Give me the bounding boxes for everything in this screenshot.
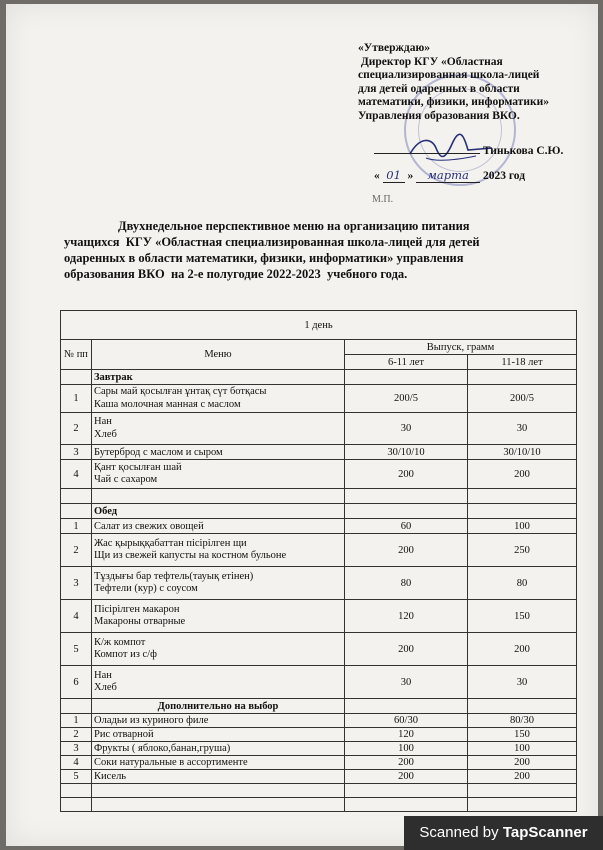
table-row: 2 Рис отварной 120 150 xyxy=(61,728,577,742)
approval-line: «Утверждаю» xyxy=(358,42,430,54)
table-row: 6 Нан Хлеб 30 30 xyxy=(61,666,577,699)
title-line: учащихся КГУ «Областная специализированная школа-лицей для детей xyxy=(64,235,480,249)
title-line: образования ВКО на 2-е полугодие 2022-2023 учебного года. xyxy=(64,267,408,281)
menu-table xyxy=(60,310,577,812)
signature-line xyxy=(374,145,563,157)
title-line: Двухнедельное перспективное меню на организацию питания xyxy=(118,219,470,233)
date-year: 2023 год xyxy=(483,170,526,182)
section-title: Обед xyxy=(92,504,345,519)
approval-line: Управления образования ВКО. xyxy=(358,109,520,122)
scanner-brand: TapScanner xyxy=(502,824,588,841)
table-row: 3 Бутерброд с маслом и сыром 30/10/10 30/10/10 xyxy=(61,445,577,460)
table-row: 3 Фрукты ( яблоко,банан,груша) 100 100 xyxy=(61,742,577,756)
section-title: Завтрак xyxy=(92,370,345,385)
stamp-place-label: М.П. xyxy=(372,194,394,205)
approval-line: математики, физики, информатики» xyxy=(358,96,549,108)
approval-block xyxy=(358,42,588,123)
table-row: 5 Кисель 200 200 xyxy=(61,770,577,784)
table-row: 5 К/ж компот Компот из с/ф 200 200 xyxy=(61,633,577,666)
age-header-6-11: 6-11 лет xyxy=(345,355,468,370)
director-name: Тинькова С.Ю. xyxy=(482,145,564,157)
approval-line: специализированная школа-лицей xyxy=(358,69,540,81)
date-month: марта xyxy=(416,168,480,183)
section-title: Дополнительно на выбор xyxy=(92,699,345,714)
approval-line: Директор КГУ «Областная xyxy=(358,55,503,68)
date-day: 01 xyxy=(383,168,405,183)
document-title xyxy=(64,218,584,282)
table-row: 3 Тұздығы бар тефтель(тауық етінен) Тефтели (кур) с соусом 80 80 xyxy=(61,567,577,600)
title-line: одаренных в области математики, физики, информатики» управления xyxy=(64,251,464,265)
output-header: Выпуск, грамм xyxy=(345,340,577,355)
table-row: 1 Оладьи из куриного филе 60/30 80/30 xyxy=(61,714,577,728)
menu-header: Меню xyxy=(92,340,345,370)
age-header-11-18: 11-18 лет xyxy=(468,355,577,370)
table-row: 1 Сары май қосылған ұнтақ сүт ботқасы Каша молочная манная с маслом 200/5 200/5 xyxy=(61,385,577,413)
document-page xyxy=(6,4,598,846)
table-row: 2 Жас қырыққабаттан пісірілген щи Щи из свежей капусты на костном бульоне 200 250 xyxy=(61,534,577,567)
table-row: 2 Нан Хлеб 30 30 xyxy=(61,413,577,445)
approval-line: для детей одаренных в области xyxy=(358,82,520,95)
scanner-watermark: Scanned by TapScanner xyxy=(404,816,603,850)
day-header: 1 день xyxy=(61,311,577,340)
num-header: № пп xyxy=(61,340,92,370)
table-row: 4 Қант қосылған шай Чай с сахаром 200 200 xyxy=(61,460,577,489)
approval-date: « 01 » марта 2023 год xyxy=(374,168,526,182)
table-row: 1 Салат из свежих овощей 60 100 xyxy=(61,519,577,534)
table-row: 4 Пісірілген макарон Макароны отварные 120 150 xyxy=(61,600,577,633)
table-row: 4 Соки натуральные в ассортименте 200 200 xyxy=(61,756,577,770)
